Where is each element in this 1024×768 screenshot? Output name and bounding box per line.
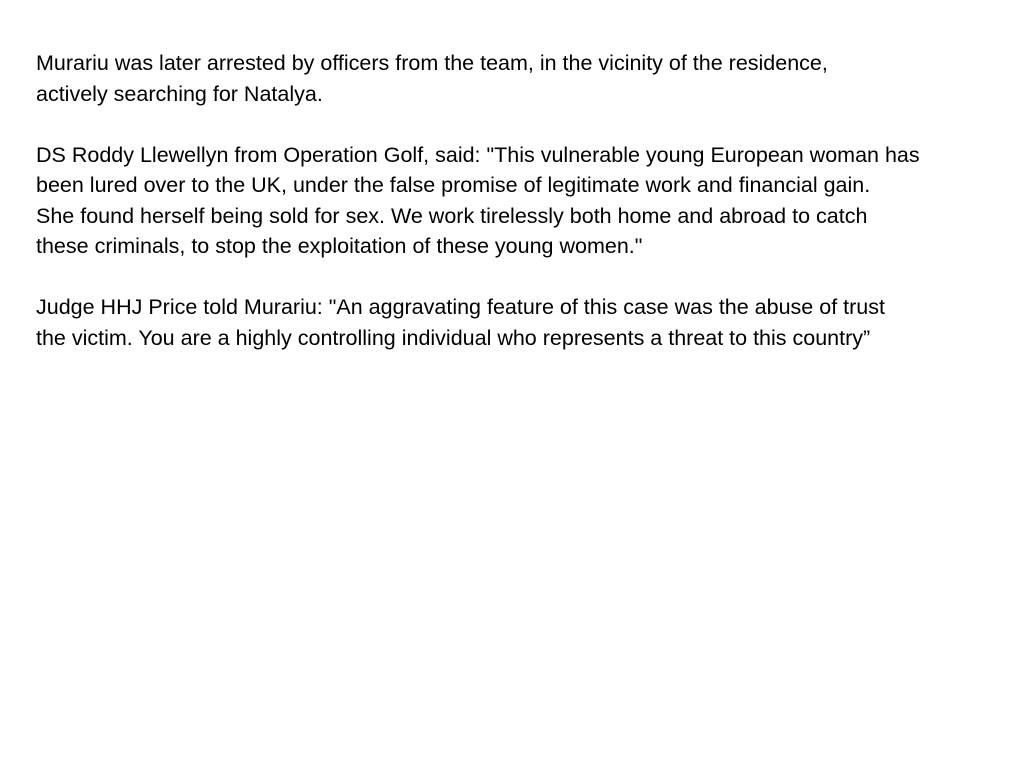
paragraph-ds-quote — [36, 140, 996, 262]
text-line: DS Roddy Llewellyn from Operation Golf, said: "This vulnerable young European woman has — [36, 142, 920, 167]
text-line: actively searching for Natalya. — [36, 81, 323, 106]
text-line: Murariu was later arrested by officers from the team, in the vicinity of the residence, — [36, 51, 828, 75]
text-line: the victim. You are a highly controlling individual who represents a threat to this country” — [36, 325, 871, 350]
paragraph-judge-quote — [36, 292, 996, 353]
text-line: Judge HHJ Price told Murariu: "An aggravating feature of this case was the abuse of trust — [36, 295, 885, 319]
text-line: She found herself being sold for sex. We work tirelessly both home and abroad to catch — [36, 203, 868, 228]
text-line: these criminals, to stop the exploitation of these young women." — [36, 234, 643, 258]
text-line: been lured over to the UK, under the false promise of legitimate work and financial gain. — [36, 173, 871, 197]
slide-text-body — [36, 48, 996, 384]
paragraph-arrest — [36, 48, 996, 109]
